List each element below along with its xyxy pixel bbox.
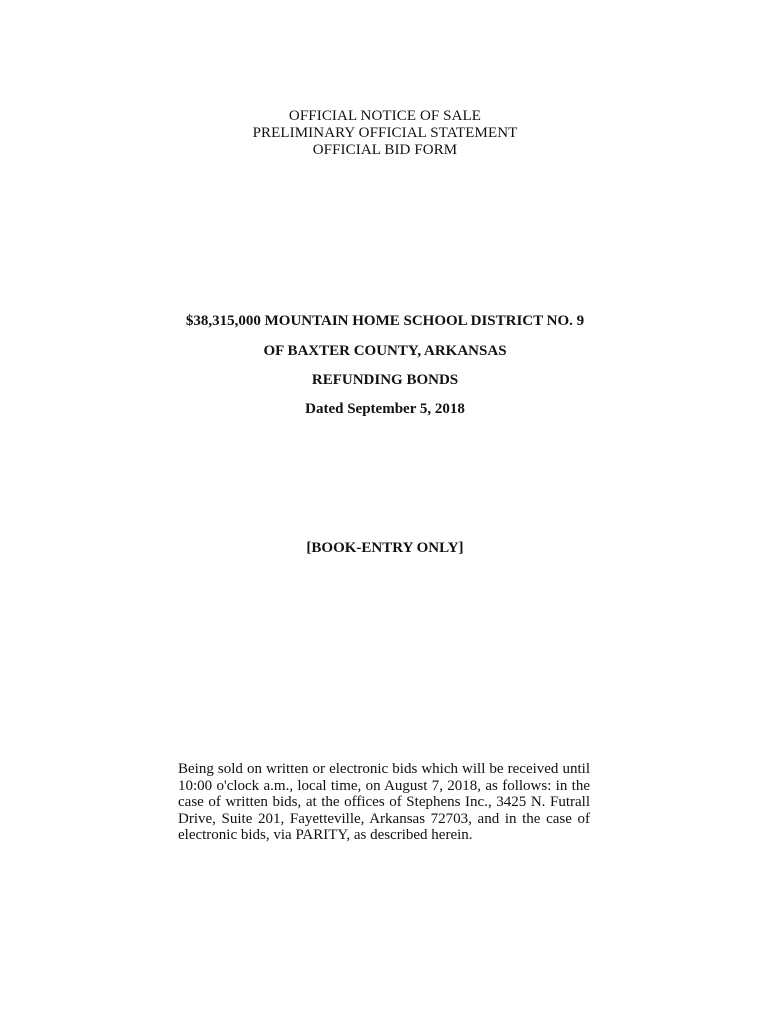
sale-notice-line: Being sold on written or electronic bids which will be received until	[178, 761, 590, 777]
header-official-notice-of-sale: OFFICIAL NOTICE OF SALE	[288, 108, 482, 124]
bond-title-amount: $38,315,000 MOUNTAIN HOME SCHOOL DISTRICT NO. 9	[185, 313, 585, 329]
sale-notice-line: case of written bids, at the offices of Stephens Inc., 3425 N. Futrall	[178, 794, 590, 810]
header-official-bid-form: OFFICIAL BID FORM	[312, 142, 458, 158]
sale-notice-line: 10:00 o'clock a.m., local time, on August 7, 2018, as follows: in the	[178, 777, 590, 794]
bond-dated-date: Dated September 5, 2018	[305, 401, 465, 417]
sale-notice-paragraph	[178, 761, 590, 844]
document-header	[0, 108, 770, 159]
bond-title-county: OF BAXTER COUNTY, ARKANSAS	[263, 343, 507, 359]
sale-notice-line: Drive, Suite 201, Fayetteville, Arkansas 72703, and in the case of	[178, 810, 590, 827]
bond-title-type: REFUNDING BONDS	[311, 372, 459, 388]
header-preliminary-official-statement: PRELIMINARY OFFICIAL STATEMENT	[252, 125, 518, 141]
book-entry-notice: [BOOK-ENTRY ONLY]	[306, 540, 464, 556]
sale-notice-line: electronic bids, via PARITY, as described herein.	[178, 827, 473, 843]
